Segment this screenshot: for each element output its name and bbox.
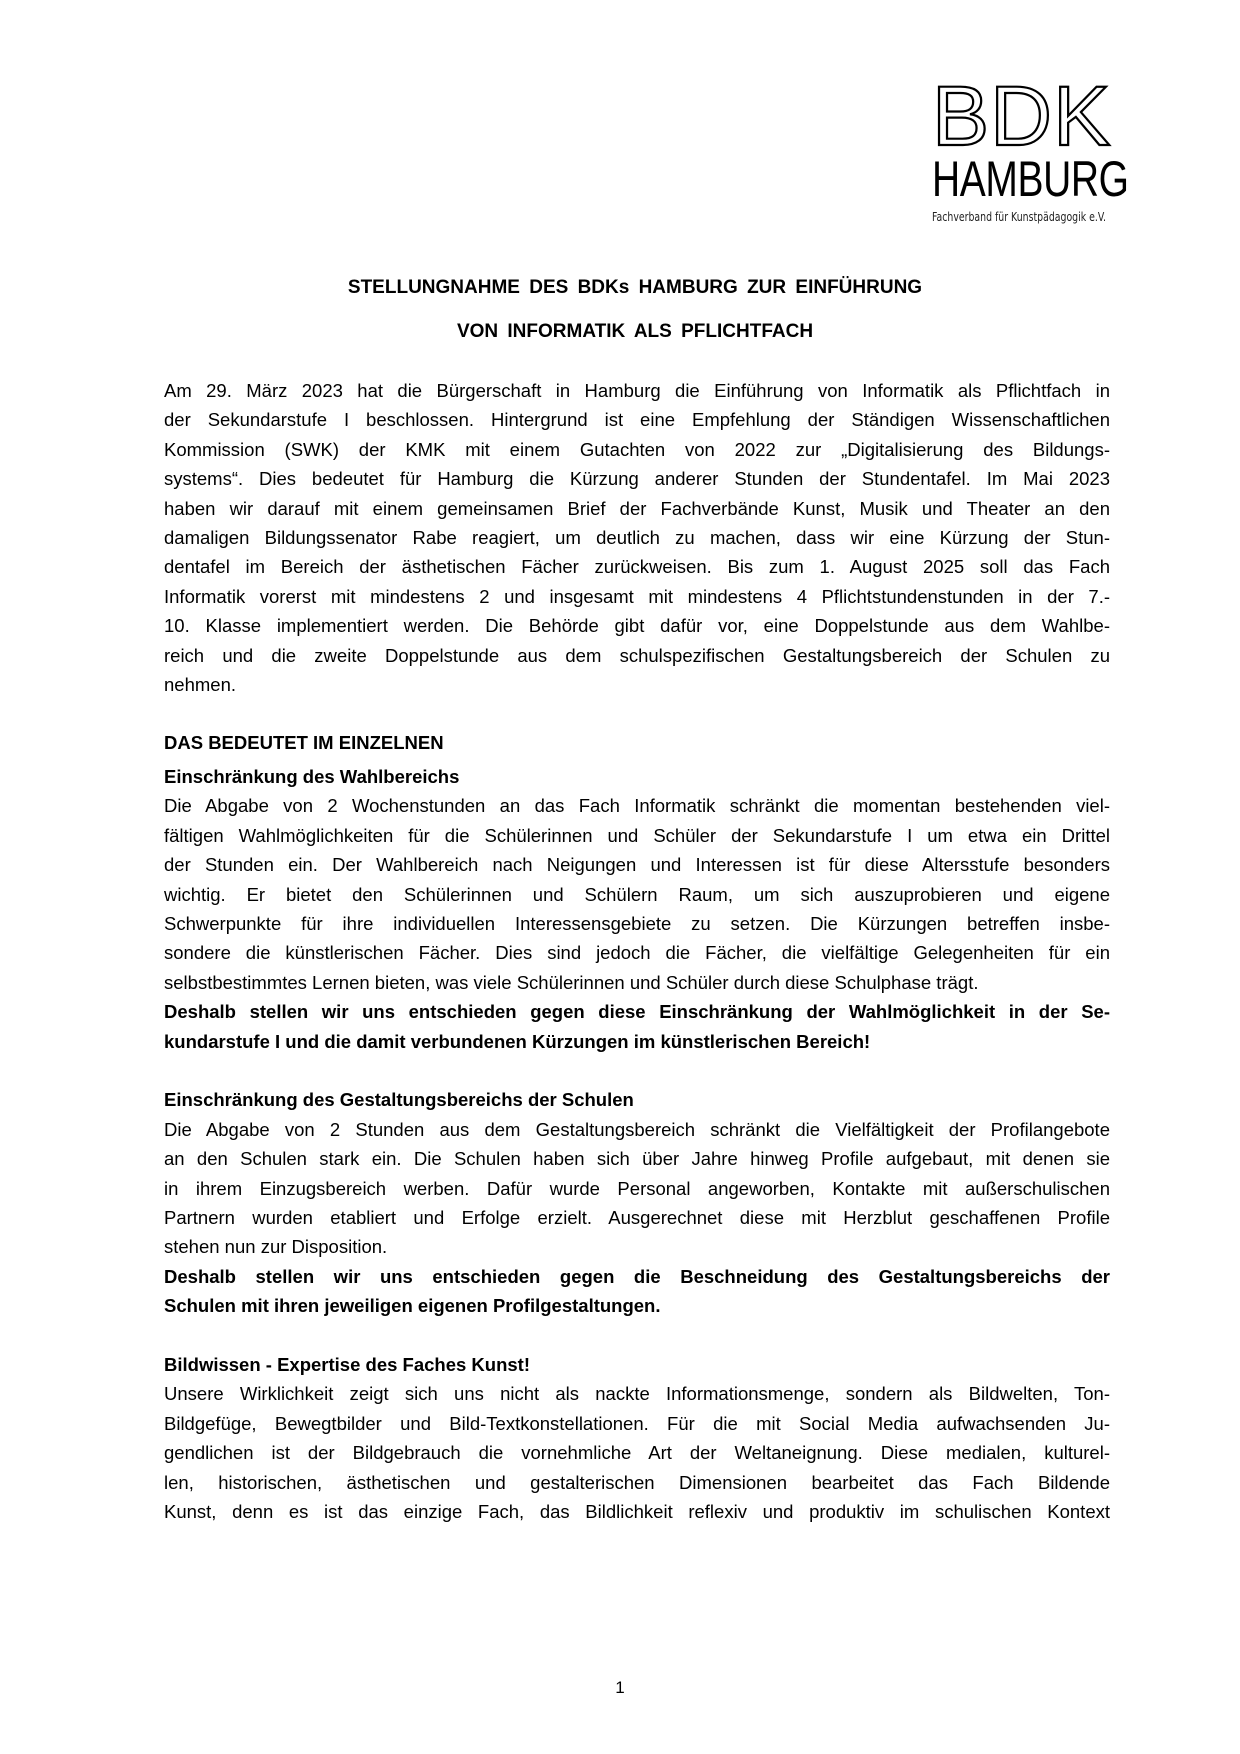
text-line: selbstbestimmtes Lernen bieten, was viele Schülerinnen und Schüler durch diese Schulphase trägt.	[164, 971, 979, 993]
text-line: der Sekundarstufe I beschlossen. Hintergrund ist eine Empfehlung der Ständigen Wissenschaftlichen	[164, 409, 1110, 431]
section-wahlbereich	[164, 762, 1110, 1056]
section-heading: Einschränkung des Wahlbereichs	[164, 765, 460, 787]
text-line: Kunst, denn es ist das einzige Fach, das Bildlichkeit reflexiv und produktiv im schulischen Kontext	[164, 1501, 1110, 1522]
text-line: Bildgefüge, Bewegtbilder und Bild-Textkonstellationen. Für die mit Social Media aufwachsenden Ju-	[164, 1412, 1110, 1434]
text-line: sondere die künstlerischen Fächer. Dies sind jedoch die Fächer, die vielfältige Gelegenheiten für ein	[164, 942, 1110, 964]
text-line: wichtig. Er bietet den Schülerinnen und Schülern Raum, um sich auszuprobieren und eigene	[164, 883, 1110, 905]
text-line: haben wir darauf mit einem gemeinsamen Brief der Fachverbände Kunst, Musik und Theater an den	[164, 497, 1110, 519]
emphasis-line: Deshalb stellen wir uns entschieden gegen die Beschneidung des Gestaltungsbereichs der	[164, 1265, 1110, 1287]
section-gestaltungsbereich	[164, 1085, 1110, 1320]
text-line: fältigen Wahlmöglichkeiten für die Schülerinnen und Schüler der Sekundarstufe I um etwa ein Drittel	[164, 824, 1110, 846]
section-bildwissen	[164, 1350, 1110, 1526]
logo-city: HAMBURG	[932, 151, 1129, 207]
logo-mark: BDK	[932, 69, 1112, 163]
text-line: stehen nun zur Disposition.	[164, 1236, 388, 1258]
emphasis-line: Schulen mit ihren jeweiligen eigenen Profilgestaltungen.	[164, 1295, 661, 1317]
text-line: len, historischen, ästhetischen und gestalterischen Dimensionen bearbeitet das Fach Bildende	[164, 1471, 1110, 1493]
text-line: Partnern wurden etabliert und Erfolge erzielt. Ausgerechnet diese mit Herzblut geschaffenen Profile	[164, 1206, 1110, 1228]
document-body	[164, 376, 1110, 1526]
main-section-heading: DAS BEDEUTET IM EINZELNEN	[164, 732, 444, 754]
page-number: 1	[615, 1678, 625, 1697]
intro-paragraph	[164, 376, 1110, 699]
text-line: Kommission (SWK) der KMK mit einem Gutachten von 2022 zur „Digitalisierung des Bildungs-	[164, 438, 1110, 460]
spacer	[164, 1056, 1110, 1085]
text-line: dentafel im Bereich der ästhetischen Fächer zurückweisen. Bis zum 1. August 2025 soll das Fach	[164, 556, 1110, 578]
text-line: systems“. Dies bedeutet für Hamburg die Kürzung anderer Stunden der Stundentafel. Im Mai 2023	[164, 468, 1110, 490]
text-line: Die Abgabe von 2 Wochenstunden an das Fach Informatik schränkt die momentan bestehenden viel-	[164, 795, 1110, 817]
emphasis-line: Deshalb stellen wir uns entschieden gegen diese Einschränkung der Wahlmöglichkeit in der Se-	[164, 1001, 1110, 1023]
emphasis-line: kundarstufe I und die damit verbundenen Kürzungen im künstlerischen Bereich!	[164, 1030, 871, 1052]
text-line: gendlichen ist der Bildgebrauch die vornehmliche Art der Weltaneignung. Diese medialen, kulturel-	[164, 1442, 1110, 1464]
text-line: der Stunden ein. Der Wahlbereich nach Neigungen und Interessen ist für diese Altersstufe besonders	[164, 854, 1110, 876]
text-line: reich und die zweite Doppelstunde aus dem schulspezifischen Gestaltungsbereich der Schulen zu	[164, 644, 1110, 666]
text-line: Unsere Wirklichkeit zeigt sich uns nicht als nackte Informationsmenge, sondern als Bildwelten, Ton-	[164, 1383, 1110, 1405]
text-line: Die Abgabe von 2 Stunden aus dem Gestaltungsbereich schränkt die Vielfältigkeit der Profilangebote	[164, 1118, 1110, 1140]
text-line: Schwerpunkte für ihre individuellen Interessensgebiete zu setzen. Die Kürzungen betreffen insbe-	[164, 912, 1110, 934]
title-line-1: STELLUNGNAHME DES BDKs HAMBURG ZUR EINFÜHRUNG	[347, 277, 923, 298]
logo-subtitle: Fachverband für Kunstpädagogik e.V.	[932, 210, 1107, 224]
title-line-2: VON INFORMATIK ALS PFLICHTFACH	[456, 321, 814, 342]
text-line: Am 29. März 2023 hat die Bürgerschaft in Hamburg die Einführung von Informatik als Pflichtfach in	[164, 380, 1110, 401]
text-line: 10. Klasse implementiert werden. Die Behörde gibt dafür vor, eine Doppelstunde aus dem Wahlbe-	[164, 615, 1110, 637]
section-heading: Einschränkung des Gestaltungsbereichs der Schulen	[164, 1089, 634, 1111]
document-title	[160, 266, 1110, 354]
spacer	[164, 1321, 1110, 1350]
text-line: Informatik vorerst mit mindestens 2 und insgesamt mit mindestens 4 Pflichtstundenstunden in der 7.-	[164, 585, 1110, 607]
text-line: damaligen Bildungssenator Rabe reagiert, um deutlich zu machen, dass wir eine Kürzung der Stun-	[164, 527, 1110, 549]
text-line: in ihrem Einzugsbereich werben. Dafür wurde Personal angeworben, Kontakte mit außerschulischen	[164, 1177, 1110, 1199]
section-heading: Bildwissen - Expertise des Faches Kunst!	[164, 1353, 530, 1375]
text-line: an den Schulen stark ein. Die Schulen haben sich über Jahre hinweg Profile aufgebaut, mit denen sie	[164, 1148, 1110, 1170]
bdk-hamburg-logo	[932, 69, 1129, 224]
text-line: nehmen.	[164, 674, 236, 696]
